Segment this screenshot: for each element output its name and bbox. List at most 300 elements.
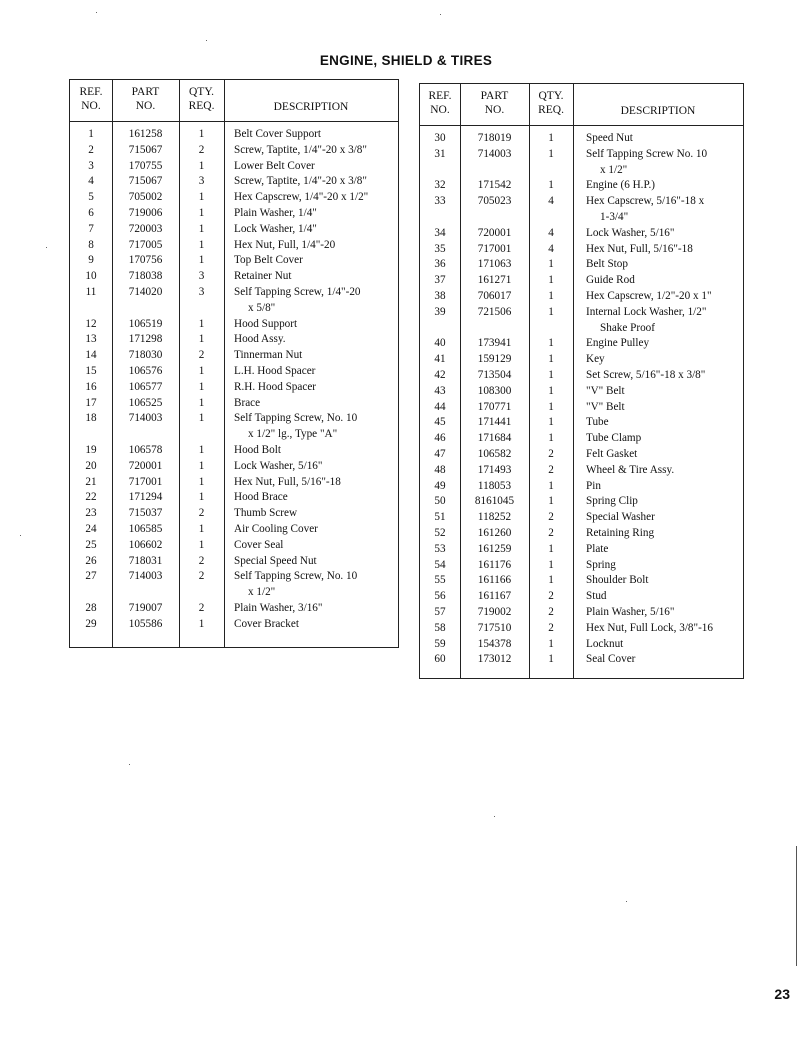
qty-cell: 3 <box>198 270 205 283</box>
scan-speck <box>440 14 441 15</box>
part-number-cell: 713504 <box>477 368 512 381</box>
table-row <box>420 431 743 447</box>
qty-cell: 1 <box>548 337 554 350</box>
ref-cell: 3 <box>88 159 94 172</box>
header-part-line1: PART <box>480 90 509 102</box>
ref-cell: 51 <box>434 511 446 524</box>
qty-cell: 2 <box>198 349 205 362</box>
ref-cell: 2 <box>88 143 94 156</box>
qty-cell: 2 <box>548 621 554 634</box>
table-row <box>70 253 398 269</box>
table-row <box>70 174 398 190</box>
part-number-cell: 106582 <box>477 447 512 460</box>
table-row <box>70 317 398 333</box>
table-row <box>70 285 398 301</box>
table-row <box>70 396 398 412</box>
description-cell: Key <box>586 353 605 366</box>
header-ref-line2: NO. <box>430 104 450 116</box>
description-cell: Self Tapping Screw No. 10 <box>586 147 708 160</box>
table-row <box>420 131 743 147</box>
ref-cell: 20 <box>85 459 97 472</box>
qty-cell: 1 <box>548 479 554 492</box>
header-qty <box>179 85 224 113</box>
ref-cell: 12 <box>85 317 97 330</box>
description-continuation: 1-3/4" <box>600 210 629 223</box>
ref-cell: 39 <box>434 305 446 318</box>
scan-speck <box>129 764 130 765</box>
ref-cell: 35 <box>434 242 446 255</box>
scan-speck <box>494 816 495 817</box>
qty-cell: 1 <box>548 384 554 397</box>
scan-edge-mark <box>796 846 797 966</box>
part-number-cell: 718031 <box>128 554 163 567</box>
table-row-continuation <box>70 427 398 443</box>
qty-cell: 1 <box>548 258 554 271</box>
qty-cell: 1 <box>198 128 205 140</box>
qty-cell: 2 <box>548 447 554 460</box>
table-row <box>420 226 743 242</box>
table-row <box>420 273 743 289</box>
qty-cell: 1 <box>548 558 554 571</box>
description-cell: Spring Clip <box>586 495 638 508</box>
part-number-cell: 719006 <box>128 206 163 219</box>
table-row <box>70 443 398 459</box>
table-row <box>420 336 743 352</box>
qty-cell: 1 <box>548 495 554 508</box>
ref-cell: 26 <box>85 554 97 567</box>
table-row <box>420 447 743 463</box>
part-number-cell: 171684 <box>477 432 512 445</box>
ref-cell: 46 <box>434 432 446 445</box>
ref-cell: 29 <box>85 617 97 630</box>
table-row <box>70 380 398 396</box>
ref-cell: 11 <box>85 285 97 298</box>
part-number-cell: 706017 <box>477 289 512 302</box>
ref-cell: 34 <box>434 226 446 239</box>
qty-cell: 1 <box>198 159 205 172</box>
ref-cell: 42 <box>434 368 446 381</box>
description-continuation: x 5/8" <box>248 301 276 314</box>
header-part <box>112 85 179 113</box>
qty-cell: 2 <box>198 143 205 156</box>
part-number-cell: 154378 <box>477 637 512 650</box>
part-number-cell: 717005 <box>128 238 163 251</box>
table-row <box>70 554 398 570</box>
qty-cell: 1 <box>198 443 205 456</box>
header-qty-line1: QTY. <box>188 86 215 98</box>
description-cell: Hood Assy. <box>234 333 286 346</box>
description-cell: Special Washer <box>586 511 655 524</box>
description-cell: Brace <box>234 396 261 409</box>
header-ref <box>420 89 460 117</box>
description-cell: Lower Belt Cover <box>234 159 315 172</box>
table-row <box>70 617 398 633</box>
part-number-cell: 715067 <box>128 175 163 188</box>
qty-cell: 1 <box>548 274 554 287</box>
ref-cell: 47 <box>434 447 446 460</box>
description-continuation: x 1/2" <box>600 163 628 176</box>
description-continuation: Shake Proof <box>600 321 655 334</box>
qty-cell: 1 <box>548 653 554 666</box>
ref-cell: 13 <box>85 333 97 346</box>
ref-cell: 22 <box>85 491 97 504</box>
header-part-line2: NO. <box>135 100 156 112</box>
part-number-cell: 721506 <box>477 305 512 318</box>
qty-cell: 2 <box>548 463 554 476</box>
description-continuation: x 1/2" <box>248 586 276 599</box>
qty-cell: 2 <box>198 507 205 520</box>
scan-speck <box>46 247 47 248</box>
part-number-cell: 714020 <box>128 285 163 298</box>
qty-cell: 2 <box>548 511 554 524</box>
part-number-cell: 720001 <box>477 226 512 239</box>
part-number-cell: 715037 <box>128 507 163 520</box>
qty-cell: 1 <box>548 542 554 555</box>
header-qty-line2: REQ. <box>188 100 215 112</box>
ref-cell: 59 <box>434 637 446 650</box>
ref-cell: 17 <box>85 396 97 409</box>
part-number-cell: 717510 <box>477 621 512 634</box>
ref-cell: 40 <box>434 337 446 350</box>
part-number-cell: 173941 <box>477 337 512 350</box>
table-row-continuation <box>70 585 398 601</box>
ref-cell: 41 <box>434 353 446 366</box>
table-row <box>70 411 398 427</box>
ref-cell: 23 <box>85 507 97 520</box>
table-row <box>70 159 398 175</box>
qty-cell: 2 <box>548 526 554 539</box>
description-cell: Plate <box>586 542 609 555</box>
part-number-cell: 118252 <box>477 511 512 524</box>
part-number-cell: 705023 <box>477 195 512 208</box>
description-cell: Wheel & Tire Assy. <box>586 463 675 476</box>
table-row <box>420 479 743 495</box>
part-number-cell: 171542 <box>477 179 512 192</box>
header-ref-line2: NO. <box>81 100 101 112</box>
qty-cell: 1 <box>198 475 205 488</box>
header-description: DESCRIPTION <box>620 105 696 117</box>
part-number-cell: 719002 <box>477 605 512 618</box>
qty-cell: 1 <box>198 333 205 346</box>
part-number-cell: 106585 <box>128 522 163 535</box>
table-row <box>70 190 398 206</box>
description-cell: Belt Cover Support <box>234 128 322 140</box>
parts-table-left <box>69 79 399 648</box>
description-cell: "V" Belt <box>586 384 625 397</box>
part-number-cell: 171441 <box>477 416 512 429</box>
ref-cell: 56 <box>434 590 446 603</box>
part-number-cell: 105586 <box>128 617 163 630</box>
qty-cell: 3 <box>198 175 205 188</box>
qty-cell: 4 <box>548 195 554 208</box>
page-number: 23 <box>774 986 790 1002</box>
table-row-continuation <box>420 321 743 337</box>
description-cell: Hex Capscrew, 1/4"-20 x 1/2" <box>234 191 369 204</box>
table-row <box>420 558 743 574</box>
table-row <box>420 178 743 194</box>
ref-cell: 60 <box>434 653 446 666</box>
description-cell: Felt Gasket <box>586 447 638 460</box>
qty-cell: 1 <box>198 191 205 204</box>
part-number-cell: 106578 <box>128 443 163 456</box>
part-number-cell: 118053 <box>477 479 512 492</box>
header-qty <box>529 89 573 117</box>
table-row <box>420 368 743 384</box>
qty-cell: 1 <box>548 574 554 587</box>
ref-cell: 4 <box>88 175 94 188</box>
part-number-cell: 173012 <box>477 653 512 666</box>
qty-cell: 1 <box>548 289 554 302</box>
ref-cell: 21 <box>85 475 97 488</box>
part-number-cell: 161260 <box>477 526 512 539</box>
ref-cell: 32 <box>434 179 446 192</box>
ref-cell: 38 <box>434 289 446 302</box>
part-number-cell: 106577 <box>128 380 163 393</box>
table-row <box>70 127 398 143</box>
table-row <box>70 332 398 348</box>
table-row <box>420 352 743 368</box>
header-part <box>460 89 529 117</box>
ref-cell: 9 <box>88 254 94 267</box>
header-ref-line1: REF. <box>79 86 103 98</box>
ref-cell: 5 <box>88 191 94 204</box>
description-cell: Screw, Taptite, 1/4"-20 x 3/8" <box>234 143 367 156</box>
part-number-cell: 106576 <box>128 364 163 377</box>
ref-cell: 45 <box>434 416 446 429</box>
part-number-cell: 719007 <box>128 601 163 614</box>
description-cell: Lock Washer, 1/4" <box>234 222 317 235</box>
scan-speck <box>96 12 97 13</box>
ref-cell: 54 <box>434 558 446 571</box>
qty-cell: 1 <box>548 179 554 192</box>
description-cell: Tinnerman Nut <box>234 349 303 362</box>
qty-cell: 3 <box>198 285 205 298</box>
part-number-cell: 106602 <box>128 538 163 551</box>
part-number-cell: 715067 <box>128 143 163 156</box>
description-cell: Shoulder Bolt <box>586 574 649 587</box>
description-cell: Top Belt Cover <box>234 254 303 267</box>
description-cell: Air Cooling Cover <box>234 522 318 535</box>
description-cell: Locknut <box>586 637 624 650</box>
part-number-cell: 718019 <box>477 132 512 144</box>
description-cell: Engine (6 H.P.) <box>586 179 655 192</box>
description-cell: Lock Washer, 5/16" <box>234 459 323 472</box>
table-row <box>420 510 743 526</box>
table-body-left <box>70 127 398 633</box>
description-cell: Hex Nut, Full, 1/4"-20 <box>234 238 336 251</box>
description-cell: Screw, Taptite, 1/4"-20 x 3/8" <box>234 175 367 188</box>
description-cell: Lock Washer, 5/16" <box>586 226 675 239</box>
part-number-cell: 171298 <box>128 333 163 346</box>
header-part-line2: NO. <box>484 104 505 116</box>
part-number-cell: 161166 <box>477 574 512 587</box>
qty-cell: 1 <box>198 459 205 472</box>
description-cell: Pin <box>586 479 601 492</box>
description-cell: Belt Stop <box>586 258 628 271</box>
part-number-cell: 161258 <box>128 128 163 140</box>
part-number-cell: 718038 <box>128 270 163 283</box>
ref-cell: 31 <box>434 147 446 160</box>
ref-cell: 6 <box>88 206 94 219</box>
table-row <box>420 400 743 416</box>
qty-cell: 1 <box>198 522 205 535</box>
table-row <box>420 463 743 479</box>
description-cell: Seal Cover <box>586 653 636 666</box>
ref-cell: 14 <box>85 349 97 362</box>
description-cell: Plain Washer, 5/16" <box>586 605 675 618</box>
ref-cell: 10 <box>85 270 97 283</box>
qty-cell: 1 <box>198 364 205 377</box>
qty-cell: 4 <box>548 242 554 255</box>
part-number-cell: 718030 <box>128 349 163 362</box>
ref-cell: 30 <box>434 132 446 144</box>
table-row <box>420 589 743 605</box>
description-cell: Spring <box>586 558 616 571</box>
part-number-cell: 159129 <box>477 353 512 366</box>
qty-cell: 1 <box>198 396 205 409</box>
description-cell: Stud <box>586 590 607 603</box>
table-row <box>70 490 398 506</box>
scan-speck <box>20 535 21 536</box>
ref-cell: 8 <box>88 238 94 251</box>
description-cell: Cover Bracket <box>234 617 299 630</box>
part-number-cell: 161167 <box>477 590 512 603</box>
qty-cell: 1 <box>548 305 554 318</box>
table-row <box>420 652 743 668</box>
ref-cell: 28 <box>85 601 97 614</box>
qty-cell: 1 <box>198 238 205 251</box>
description-cell: Hood Support <box>234 317 298 330</box>
table-row <box>70 206 398 222</box>
description-cell: R.H. Hood Spacer <box>234 380 317 393</box>
qty-cell: 1 <box>198 380 205 393</box>
table-row <box>420 257 743 273</box>
table-row <box>70 348 398 364</box>
ref-cell: 52 <box>434 526 446 539</box>
table-row <box>420 526 743 542</box>
description-cell: Guide Rod <box>586 274 635 287</box>
description-cell: Retainer Nut <box>234 270 292 283</box>
description-cell: Plain Washer, 1/4" <box>234 206 317 219</box>
qty-cell: 1 <box>548 432 554 445</box>
qty-cell: 1 <box>198 538 205 551</box>
description-cell: Hex Nut, Full, 5/16"-18 <box>234 475 341 488</box>
table-row <box>420 242 743 258</box>
ref-cell: 49 <box>434 479 446 492</box>
description-cell: Set Screw, 5/16"-18 x 3/8" <box>586 368 706 381</box>
table-row <box>70 238 398 254</box>
part-number-cell: 171063 <box>477 258 512 271</box>
qty-cell: 2 <box>198 570 205 583</box>
table-body-right <box>420 131 743 668</box>
table-header <box>70 80 398 122</box>
qty-cell: 1 <box>548 353 554 366</box>
qty-cell: 1 <box>548 400 554 413</box>
table-row <box>420 542 743 558</box>
table-row <box>70 222 398 238</box>
qty-cell: 1 <box>548 147 554 160</box>
qty-cell: 1 <box>198 317 205 330</box>
ref-cell: 24 <box>85 522 97 535</box>
description-cell: Self Tapping Screw, No. 10 <box>234 570 358 583</box>
part-number-cell: 161176 <box>477 558 512 571</box>
table-row <box>420 573 743 589</box>
qty-cell: 1 <box>548 132 554 144</box>
ref-cell: 19 <box>85 443 97 456</box>
qty-cell: 2 <box>198 601 205 614</box>
description-cell: Tube <box>586 416 609 429</box>
description-cell: Cover Seal <box>234 538 284 551</box>
part-number-cell: 161259 <box>477 542 512 555</box>
qty-cell: 2 <box>548 590 554 603</box>
ref-cell: 55 <box>434 574 446 587</box>
table-row <box>420 147 743 163</box>
part-number-cell: 171294 <box>128 491 163 504</box>
table-row <box>70 522 398 538</box>
table-row <box>70 475 398 491</box>
part-number-cell: 106519 <box>128 317 163 330</box>
header-qty-line2: REQ. <box>538 104 564 116</box>
ref-cell: 25 <box>85 538 97 551</box>
part-number-cell: 720003 <box>128 222 163 235</box>
description-cell: Self Tapping Screw, 1/4"-20 <box>234 285 361 298</box>
ref-cell: 44 <box>434 400 446 413</box>
part-number-cell: 717001 <box>128 475 163 488</box>
part-number-cell: 170756 <box>128 254 163 267</box>
qty-cell: 1 <box>548 416 554 429</box>
part-number-cell: 161271 <box>477 274 512 287</box>
table-row <box>70 459 398 475</box>
description-cell: Hood Bolt <box>234 443 281 456</box>
header-ref-line1: REF. <box>428 90 452 102</box>
description-cell: Internal Lock Washer, 1/2" <box>586 305 707 318</box>
description-cell: Retaining Ring <box>586 526 655 539</box>
ref-cell: 18 <box>85 412 97 425</box>
description-cell: Tube Clamp <box>586 432 642 445</box>
table-row <box>420 621 743 637</box>
qty-cell: 2 <box>548 605 554 618</box>
table-row <box>420 289 743 305</box>
table-header <box>420 84 743 126</box>
table-row <box>420 384 743 400</box>
description-cell: Hex Nut, Full Lock, 3/8"-16 <box>586 621 713 634</box>
table-row <box>70 143 398 159</box>
qty-cell: 1 <box>198 206 205 219</box>
qty-cell: 1 <box>548 368 554 381</box>
ref-cell: 53 <box>434 542 446 555</box>
table-row <box>70 538 398 554</box>
qty-cell: 4 <box>548 226 554 239</box>
table-row-continuation <box>420 163 743 179</box>
description-cell: Special Speed Nut <box>234 554 317 567</box>
part-number-cell: 720001 <box>128 459 163 472</box>
header-description: DESCRIPTION <box>273 101 349 113</box>
ref-cell: 36 <box>434 258 446 271</box>
ref-cell: 27 <box>85 570 97 583</box>
part-number-cell: 8161045 <box>474 495 515 508</box>
table-row <box>70 601 398 617</box>
table-row <box>70 569 398 585</box>
ref-cell: 1 <box>88 128 94 140</box>
header-ref <box>70 85 112 113</box>
scan-speck <box>206 40 207 41</box>
table-row <box>70 364 398 380</box>
description-cell: Speed Nut <box>586 132 633 144</box>
description-cell: L.H. Hood Spacer <box>234 364 316 377</box>
ref-cell: 58 <box>434 621 446 634</box>
qty-cell: 1 <box>198 222 205 235</box>
part-number-cell: 714003 <box>128 412 163 425</box>
